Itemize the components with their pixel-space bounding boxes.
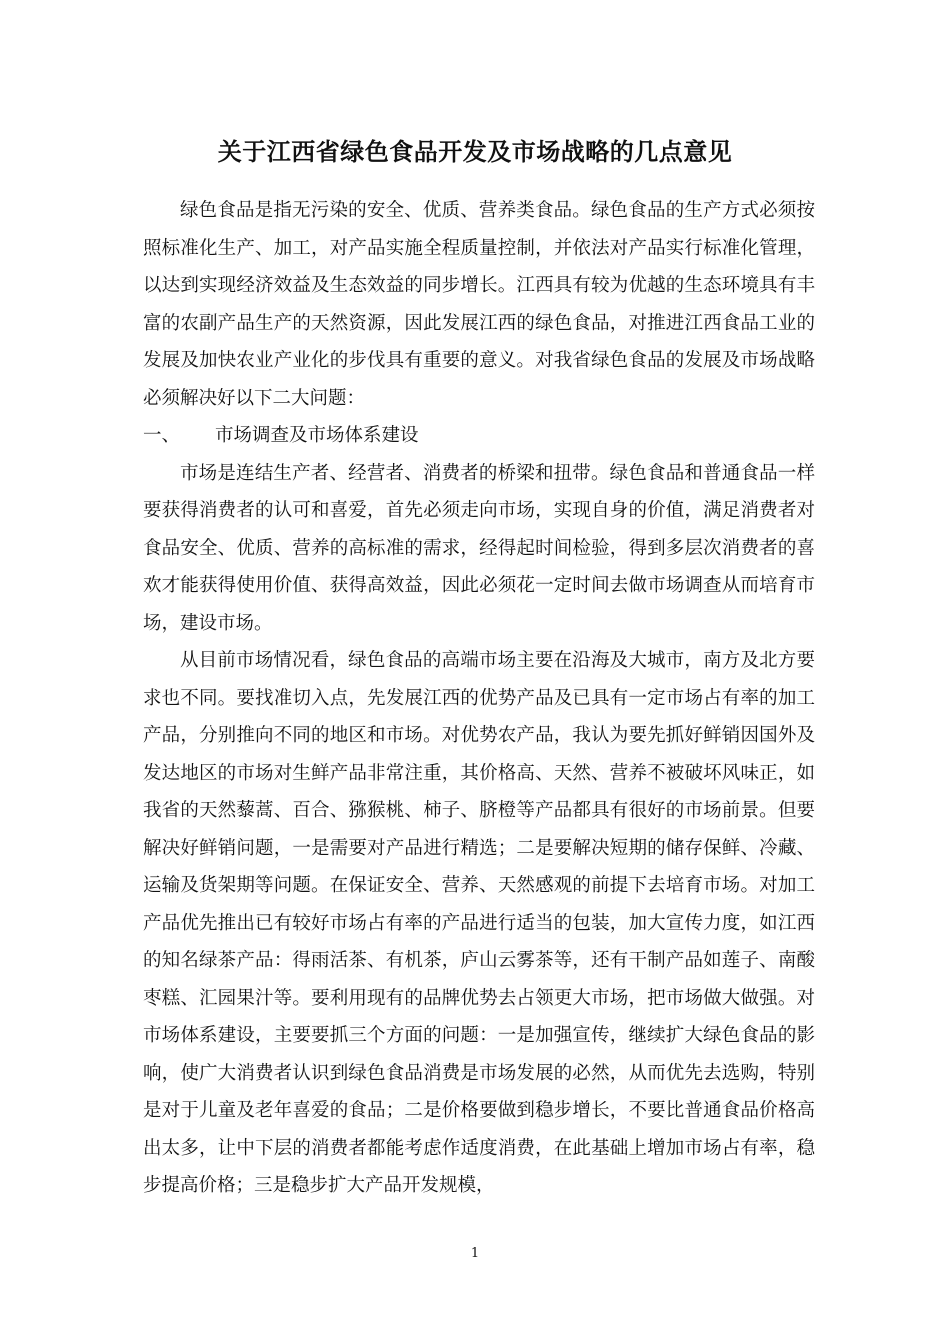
document-body <box>143 192 815 1205</box>
section-heading <box>143 417 815 455</box>
market-paragraph: 市场是连结生产者、经营者、消费者的桥梁和扭带。绿色食品和普通食品一样要获得消费者的认可和喜爱，首先必须走向市场，实现自身的价值，满足消费者对食品安全、优质、营养的高标准的需求，经得起时间检验，得到多层次消费者的喜欢才能获得使用价值、获得高效益，因此必须花一定时间去做市场调查从而培育市场，建设市场。 <box>143 462 815 634</box>
section-number: 一、 <box>143 425 181 446</box>
page-number: 1 <box>470 1246 480 1261</box>
section-heading-text: 市场调查及市场体系建设 <box>215 425 419 446</box>
market-situation-paragraph: 从目前市场情况看，绿色食品的高端市场主要在沿海及大城市，南方及北方要求也不同。要找准切入点，先发展江西的优势产品及已具有一定市场占有率的加工产品，分别推向不同的地区和市场。对优势农产品，我认为要先抓好鲜销因国外及发达地区的市场对生鲜产品非常注重，其价格高、天然、营养不被破坏风味正，如我省的天然藜蒿、百合、猕猴桃、柿子、脐橙等产品都具有很好的市场前景。但要解决好鲜销问题，一是需要对产品进行精选；二是要解决短期的储存保鲜、冷藏、运输及货架期等问题。在保证安全、营养、天然感观的前提下去培育市场。对加工产品优先推出已有较好市场占有率的产品进行适当的包装，加大宣传力度，如江西的知名绿茶产品：得雨活茶、有机茶，庐山云雾茶等，还有干制产品如莲子、南酸枣糕、汇园果汁等。要利用现有的品牌优势去占领更大市场，把市场做大做强。对市场体系建设，主要要抓三个方面的问题：一是加强宣传，继续扩大绿色食品的影响，使广大消费者认识到绿色食品消费是市场发展的必然，从而优先去选购，特别是对于儿童及老年喜爱的食品；二是价格要做到稳步增长，不要比普通食品价格高出太多，让中下层的消费者都能考虑作适度消费，在此基础上增加市场占有率，稳步提高价格；三是稳步扩大产品开发规模， <box>143 650 815 1196</box>
document-title: 关于江西省绿色食品开发及市场战略的几点意见 <box>217 138 733 166</box>
intro-paragraph: 绿色食品是指无污染的安全、优质、营养类食品。绿色食品的生产方式必须按照标准化生产、加工，对产品实施全程质量控制，并依法对产品实行标准化管理，以达到实现经济效益及生态效益的同步增长。江西具有较为优越的生态环境具有丰富的农副产品生产的天然资源，因此发展江西的绿色食品，对推进江西食品工业的发展及加快农业产业化的步伐具有重要的意义。对我省绿色食品的发展及市场战略必须解决好以下二大问题： <box>143 200 815 409</box>
